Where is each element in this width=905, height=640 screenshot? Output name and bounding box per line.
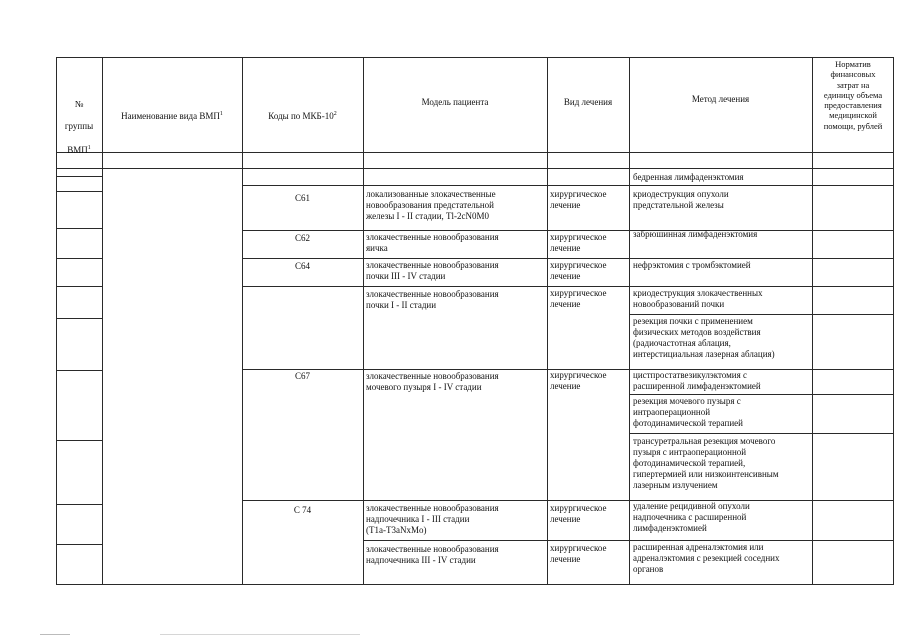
row3-method: нефрэктомия с тромбэктомией xyxy=(633,260,751,270)
header-cost-norm: Норматив финансовых затрат на единицу объема предоставления медицинской помощи, рублей xyxy=(823,59,883,131)
row6-model: злокачественные новообразования мочевого пузыря I - IV стадии xyxy=(366,371,499,392)
header-num-line3: ВМП xyxy=(67,145,88,155)
scan-artifact xyxy=(40,634,70,635)
row9-type: хирургическое лечение xyxy=(550,503,607,524)
row9-model: злокачественные новообразования надпочечника I - III стадии (T1a-T3aNxMo) xyxy=(366,503,499,535)
header-patient-model: Модель пациента xyxy=(421,97,489,107)
row4-method: криодеструкция злокачественных новообразований почки xyxy=(633,288,763,309)
row6-type: хирургическое лечение xyxy=(550,370,607,391)
header-icd-codes xyxy=(244,98,361,122)
row3-model: злокачественные новообразования почки III - IV стадии xyxy=(366,260,499,281)
row5-method: резекция почки с применением физических методов воздействия (радиочастотная аблация, интерстициальная лазерная аблация) xyxy=(633,316,775,359)
header-codes-sup: 2 xyxy=(333,111,337,117)
row2-model: злокачественные новообразования яичка xyxy=(366,232,499,253)
header-name-text: Наименование вида ВМП xyxy=(121,111,220,121)
header-treatment-method: Метод лечения xyxy=(691,94,750,104)
row2-type: хирургическое лечение xyxy=(550,232,607,253)
row2-method: забрюшинная лимфаденэктомия xyxy=(633,229,758,239)
row1-code: C61 xyxy=(294,193,310,203)
row7-method: резекция мочевого пузыря с интраоперационной фотодинамической терапией xyxy=(633,396,743,428)
header-name-sup: 1 xyxy=(219,111,223,117)
header-num-line1: № xyxy=(74,99,84,109)
row4-type: хирургическое лечение xyxy=(550,288,607,309)
header-codes-text: Коды по МКБ-10 xyxy=(268,111,334,121)
header-num-line2: группы xyxy=(64,121,94,131)
row4-model: злокачественные новообразования почки I - II стадии xyxy=(366,289,499,310)
row10-model: злокачественные новообразования надпочечника III - IV стадии xyxy=(366,544,499,565)
scan-artifact xyxy=(160,634,360,635)
row3-code: C64 xyxy=(294,261,310,271)
row3-type: хирургическое лечение xyxy=(550,260,607,281)
row0-method: бедренная лимфаденэктомия xyxy=(633,172,744,182)
row9-method: удаление рецидивной опухоли надпочечника с расширенной лимфаденэктомией xyxy=(633,501,750,533)
row10-method: расширенная адреналэктомия или адреналэктомия с резекцией соседних органов xyxy=(633,542,780,574)
row1-method: криодеструкция опухоли предстательной железы xyxy=(633,189,729,210)
row8-method: трансуретральная резекция мочевого пузыря с интраоперационной фотодинамической терапией, гипертермией или низкоинтенсивным лазерным излучением xyxy=(633,436,779,490)
header-group-number xyxy=(58,88,100,156)
row1-model: локализованные злокачественные новообразования предстательной железы I - II стадии, Tl-2cN0M0 xyxy=(366,189,496,221)
row1-type: хирургическое лечение xyxy=(550,189,607,210)
row6-method: цистпростатвезикулэктомия с расширенной лимфаденэктомией xyxy=(633,370,761,391)
header-treatment-type: Вид лечения xyxy=(563,97,613,107)
row2-code: C62 xyxy=(294,233,310,243)
row9-code: С 74 xyxy=(293,505,312,515)
header-num-sup: 1 xyxy=(87,145,91,151)
row6-code: C67 xyxy=(294,371,310,381)
header-vmp-name xyxy=(104,98,240,122)
row10-type: хирургическое лечение xyxy=(550,543,607,564)
